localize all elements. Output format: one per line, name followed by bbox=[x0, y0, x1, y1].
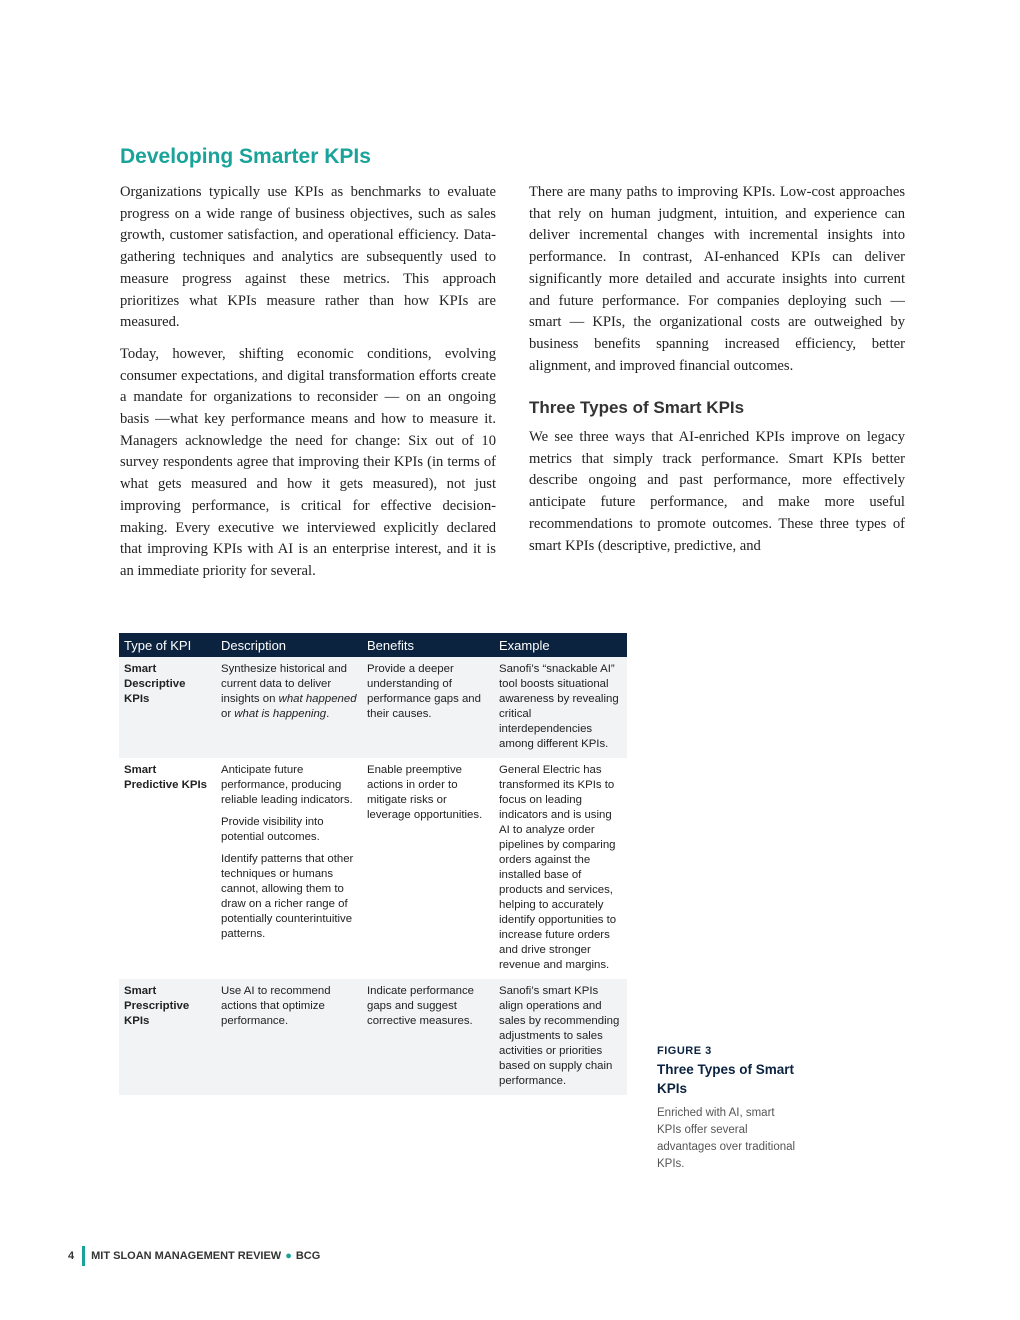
partner-name: BCG bbox=[295, 1250, 321, 1262]
kpi-example: Sanofi’s “snackable AI” tool boosts situational awareness by revealing critical interdependencies among different KPIs. bbox=[494, 657, 627, 758]
kpi-benefits: Indicate performance gaps and suggest corrective measures. bbox=[362, 979, 494, 1095]
right-paragraph: We see three ways that AI-enriched KPIs improve on legacy metrics that simply track performance. Smart KPIs better describe ongoing and past performance, more effectively anticipate future performance, and make more useful recommendations to promote outcomes. These three types of smart KPIs (descriptive, predictive, and bbox=[529, 429, 905, 554]
footer-divider bbox=[82, 1246, 85, 1266]
subheading-three-types: Three Types of Smart KPIs bbox=[529, 398, 745, 418]
kpi-type: Smart Prescriptive KPIs bbox=[119, 979, 216, 1095]
column-header-description: Description bbox=[216, 633, 362, 657]
kpi-description bbox=[216, 758, 362, 979]
column-header-type: Type of KPI bbox=[119, 633, 216, 657]
table-row-predictive bbox=[119, 758, 627, 979]
table-header-row bbox=[119, 633, 627, 657]
kpi-type: Smart Descriptive KPIs bbox=[119, 657, 216, 758]
section-heading: Developing Smarter KPIs bbox=[120, 145, 371, 168]
column-header-example: Example bbox=[494, 633, 627, 657]
publication-name: MIT SLOAN MANAGEMENT REVIEW bbox=[91, 1250, 282, 1262]
figure-title: Three Types of Smart KPIs bbox=[657, 1062, 795, 1096]
table-row-descriptive bbox=[119, 657, 627, 758]
right-column bbox=[529, 182, 905, 578]
kpi-benefits: Provide a deeper understanding of performance gaps and their causes. bbox=[362, 657, 494, 758]
table-row-prescriptive bbox=[119, 979, 627, 1095]
figure-caption: Enriched with AI, smart KPIs offer several advantages over traditional KPIs. bbox=[657, 1107, 796, 1170]
page-footer bbox=[68, 1246, 320, 1266]
column-header-benefits: Benefits bbox=[362, 633, 494, 657]
kpi-type: Smart Predictive KPIs bbox=[124, 764, 207, 791]
kpi-example: General Electric has transformed its KPIs to focus on leading indicators and is using AI to analyze order pipelines by comparing orders against the installed base of products and services, helping to accurately identify opportunities to increase future orders and drive stronger revenue and margins. bbox=[499, 764, 617, 971]
kpi-description: Use AI to recommend actions that optimize performance. bbox=[216, 979, 362, 1095]
figure-number: FIGURE 3 bbox=[657, 1045, 712, 1057]
kpi-description-item: Anticipate future performance, producing reliable leading indicators. bbox=[221, 764, 353, 806]
bullet-dot-icon: ● bbox=[285, 1250, 292, 1262]
right-paragraph: There are many paths to improving KPIs. Low-cost approaches that rely on human judgment, intuition, and experience can deliver incremental changes with incremental insights into performance. In contrast, AI-enhanced KPIs can deliver significantly more detailed and accurate insights into current and future performance. For companies deploying such — smart — KPIs, the organizational costs are outweighed by business benefits spanning increased efficiency, better alignment, and improved financial outcomes. bbox=[529, 184, 905, 374]
kpi-description-item: Provide visibility into potential outcomes. bbox=[221, 816, 324, 843]
kpi-description-item: Identify patterns that other techniques or humans cannot, allowing them to draw on a richer range of potentially counterintuitive patterns. bbox=[221, 853, 354, 940]
kpi-benefits: Enable preemptive actions in order to mitigate risks or leverage opportunities. bbox=[367, 764, 483, 821]
left-column bbox=[120, 182, 496, 593]
kpi-table bbox=[119, 633, 627, 1095]
left-paragraph: Today, however, shifting economic conditions, evolving consumer expectations, and digital transformation efforts create a mandate for organizations to reconsider — on an ongoing basis —what key performance means and how to measure it. Managers acknowledge the need for change: Six out of 10 survey respondents agree that improving their KPIs (in terms of what gets measured and how it gets measured), not just improving performance, is critical for effective decision-making. Every executive we interviewed explicitly declared that improving KPIs with AI is an enterprise interest, and it is an immediate priority for several. bbox=[120, 345, 496, 579]
figure-caption-block bbox=[657, 1045, 797, 1173]
left-paragraph: Organizations typically use KPIs as benchmarks to evaluate progress on a wide range of business objectives, such as sales growth, customer satisfaction, and operational efficiency. Data-gathering techniques and analytics are subsequently used to measure progress against these metrics. This approach prioritizes what KPIs measure rather than how KPIs are measured. bbox=[120, 184, 496, 331]
kpi-description: Synthesize historical and current data to deliver insights on what happened or what is happening. bbox=[216, 657, 362, 758]
kpi-example: Sanofi’s smart KPIs align operations and sales by recommending adjustments to sales activities or priorities based on supply chain performance. bbox=[494, 979, 627, 1095]
page-number: 4 bbox=[68, 1250, 75, 1262]
